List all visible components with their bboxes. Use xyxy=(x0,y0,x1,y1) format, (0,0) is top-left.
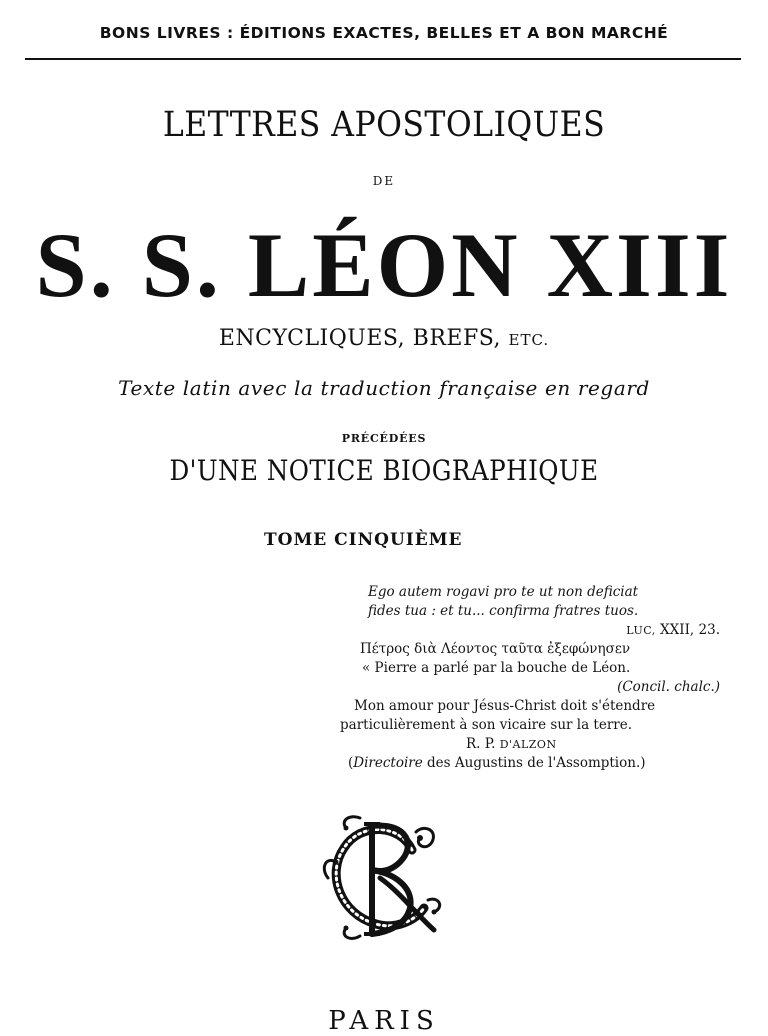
alzon-work-rest: des Augustins de l'Assomption.) xyxy=(422,755,646,771)
header-rule xyxy=(25,58,741,60)
title-line-1: LETTRES APOSTOLIQUES xyxy=(162,105,606,145)
imprint-city: PARIS xyxy=(328,1006,440,1036)
subtitle xyxy=(0,326,768,351)
alzon-work-title: Directoire xyxy=(353,755,423,771)
epigraph-latin-ref xyxy=(340,621,720,640)
latin-ref-num: XXII, 23. xyxy=(660,622,720,638)
epigraph-alzon-author xyxy=(340,735,720,754)
series-header: BONS LIVRES : ÉDITIONS EXACTES, BELLES ET A BON MARCHÉ xyxy=(99,24,669,42)
publisher-monogram-icon xyxy=(320,812,446,944)
notice-title: D'UNE NOTICE BIOGRAPHIQUE xyxy=(169,454,599,487)
subtitle-etc: ETC. xyxy=(508,331,550,349)
epigraph-latin-line-1: Ego autem rogavi pro te ut non deficiat xyxy=(368,584,639,600)
latin-ref-name: LUC, xyxy=(626,624,656,637)
title-de: DE xyxy=(372,174,396,188)
alzon-author-name: D'ALZON xyxy=(499,738,557,751)
epigraph-alzon-line-1: Mon amour pour Jésus-Christ doit s'étendre xyxy=(354,698,656,714)
alzon-work-open: ( xyxy=(348,755,354,771)
epigraph-french-ref: (Concil. chalc.) xyxy=(617,679,720,695)
epigraphs xyxy=(340,583,720,773)
epigraph-latin-line-2: fides tua : et tu... confirma fratres tuos. xyxy=(368,603,639,619)
texte-line: Texte latin avec la traduction française en regard xyxy=(118,376,650,400)
precedees-label: PRÉCÉDÉES xyxy=(341,432,427,445)
epigraph-alzon-work xyxy=(340,754,720,773)
volume-label: TOME CINQUIÈME xyxy=(264,530,463,550)
epigraph-alzon-line-2: particulièrement à son vicaire sur la terre. xyxy=(340,717,633,733)
main-title: S. S. LÉON XIII xyxy=(35,214,733,316)
epigraph-french: « Pierre a parlé par la bouche de Léon. xyxy=(362,660,631,676)
subtitle-text: ENCYCLIQUES, BREFS, xyxy=(218,326,501,351)
epigraph-greek: Πέτρος διὰ Λέοντος ταῦτα ἐξεφώνησεν xyxy=(360,641,631,657)
alzon-author-prefix: R. P. xyxy=(466,736,496,752)
